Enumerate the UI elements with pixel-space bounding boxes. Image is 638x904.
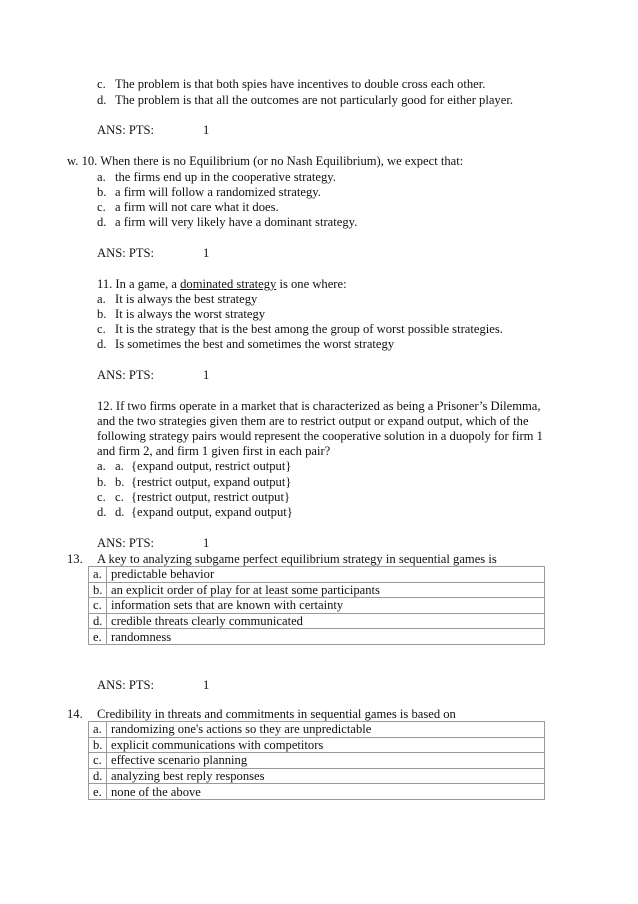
q14-number: 14.: [67, 707, 83, 721]
q11-stem-post: is one where:: [276, 277, 347, 291]
q10-option-b-letter: b.: [97, 185, 107, 199]
q13-option-b-letter: b.: [89, 582, 107, 598]
q9-option-c-letter: c.: [97, 77, 106, 91]
q12-option-a-text: {expand output, restrict output}: [131, 459, 292, 473]
q12-stem-line-3: following strategy pairs would represent the cooperative solution in a duopoly for firm 1: [97, 429, 543, 443]
q12-stem-line-1: 12. If two firms operate in a market that is characterized as being a Prisoner’s Dilemma,: [97, 399, 541, 413]
q13-option-e-letter: e.: [89, 629, 107, 645]
q12-answer-label: ANS: PTS:: [97, 536, 155, 550]
q13-option-a-text: predictable behavior: [107, 567, 545, 583]
q9-option-d-letter: d.: [97, 93, 107, 107]
q12-stem-line-2: and the two strategies given them are to restrict output or expand output, which of the: [97, 414, 529, 428]
q11-option-c-letter: c.: [97, 322, 106, 336]
q10-option-b-text: a firm will follow a randomized strategy.: [115, 185, 321, 199]
q13-answer-label: ANS: PTS:: [97, 678, 155, 692]
q14-option-c-text: effective scenario planning: [107, 753, 545, 769]
q12-option-d-text: {expand output, expand output}: [131, 505, 293, 519]
q13-option-b-text: an explicit order of play for at least some participants: [107, 582, 545, 598]
table-row: [89, 722, 545, 738]
q10-option-a-text: the firms end up in the cooperative strategy.: [115, 170, 336, 184]
q10-option-c-letter: c.: [97, 200, 106, 214]
q11-option-c-text: It is the strategy that is the best among the group of worst possible strategies.: [115, 322, 503, 336]
q9-option-d-text: The problem is that all the outcomes are not particularly good for either player.: [115, 93, 513, 107]
q9-points-value: 1: [203, 123, 210, 137]
q13-options-table: [88, 566, 545, 645]
q12-option-c-inner-letter: c.: [115, 490, 124, 504]
q9-option-c-text: The problem is that both spies have incentives to double cross each other.: [115, 77, 486, 91]
q13-option-c-letter: c.: [89, 598, 107, 614]
table-row: [89, 613, 545, 629]
q10-option-a-letter: a.: [97, 170, 106, 184]
q10-answer-label: ANS: PTS:: [97, 246, 155, 260]
q13-option-e-text: randomness: [107, 629, 545, 645]
q14-option-c-letter: c.: [89, 753, 107, 769]
q14-option-b-letter: b.: [89, 737, 107, 753]
q13-stem: A key to analyzing subgame perfect equilibrium strategy in sequential games is: [97, 552, 497, 566]
q11-answer-label: ANS: PTS:: [97, 368, 155, 382]
table-row: [89, 768, 545, 784]
q11-option-a-text: It is always the best strategy: [115, 292, 258, 306]
table-row: [89, 629, 545, 645]
q11-option-b-letter: b.: [97, 307, 107, 321]
q14-option-d-text: analyzing best reply responses: [107, 768, 545, 784]
q14-option-d-letter: d.: [89, 768, 107, 784]
q12-option-b-text: {restrict output, expand output}: [131, 475, 292, 489]
q12-option-c-letter: c.: [97, 490, 106, 504]
table-row: [89, 737, 545, 753]
q12-option-b-letter: b.: [97, 475, 107, 489]
q12-points-value: 1: [203, 536, 210, 550]
q11-option-d-letter: d.: [97, 337, 107, 351]
q11-points-value: 1: [203, 368, 210, 382]
q13-option-d-letter: d.: [89, 613, 107, 629]
q10-points-value: 1: [203, 246, 210, 260]
q12-stem-line-4: and firm 2, and firm 1 given first in each pair?: [97, 444, 331, 458]
q10-option-d-letter: d.: [97, 215, 107, 229]
q13-option-a-letter: a.: [89, 567, 107, 583]
q12-option-a-letter: a.: [97, 459, 106, 473]
q14-option-e-letter: e.: [89, 784, 107, 800]
q13-number: 13.: [67, 552, 83, 566]
q11-option-a-letter: a.: [97, 292, 106, 306]
q14-option-e-text: none of the above: [107, 784, 545, 800]
q12-option-a-inner-letter: a.: [115, 459, 124, 473]
q14-stem: Credibility in threats and commitments in sequential games is based on: [97, 707, 456, 721]
q14-option-a-text: randomizing one's actions so they are unpredictable: [107, 722, 545, 738]
q10-option-d-text: a firm will very likely have a dominant strategy.: [115, 215, 358, 229]
q10-stem: w. 10. When there is no Equilibrium (or no Nash Equilibrium), we expect that:: [67, 154, 464, 168]
q14-option-a-letter: a.: [89, 722, 107, 738]
q11-stem-pre: 11. In a game, a: [97, 277, 181, 291]
table-row: [89, 598, 545, 614]
q11-stem: [97, 277, 347, 292]
q12-option-d-letter: d.: [97, 505, 107, 519]
q14-option-b-text: explicit communications with competitors: [107, 737, 545, 753]
table-row: [89, 567, 545, 583]
q13-points-value: 1: [203, 678, 210, 692]
q11-option-b-text: It is always the worst strategy: [115, 307, 266, 321]
q12-option-b-inner-letter: b.: [115, 475, 125, 489]
q12-option-c-text: {restrict output, restrict output}: [131, 490, 290, 504]
table-row: [89, 784, 545, 800]
q12-option-d-inner-letter: d.: [115, 505, 125, 519]
q14-options-table: [88, 721, 545, 800]
table-row: [89, 753, 545, 769]
q13-option-c-text: information sets that are known with certainty: [107, 598, 545, 614]
q10-option-c-text: a firm will not care what it does.: [115, 200, 279, 214]
q11-stem-underlined-term: dominated strategy: [180, 277, 277, 291]
table-row: [89, 582, 545, 598]
q9-answer-label: ANS: PTS:: [97, 123, 155, 137]
q11-option-d-text: Is sometimes the best and sometimes the worst strategy: [115, 337, 395, 351]
q13-option-d-text: credible threats clearly communicated: [107, 613, 545, 629]
